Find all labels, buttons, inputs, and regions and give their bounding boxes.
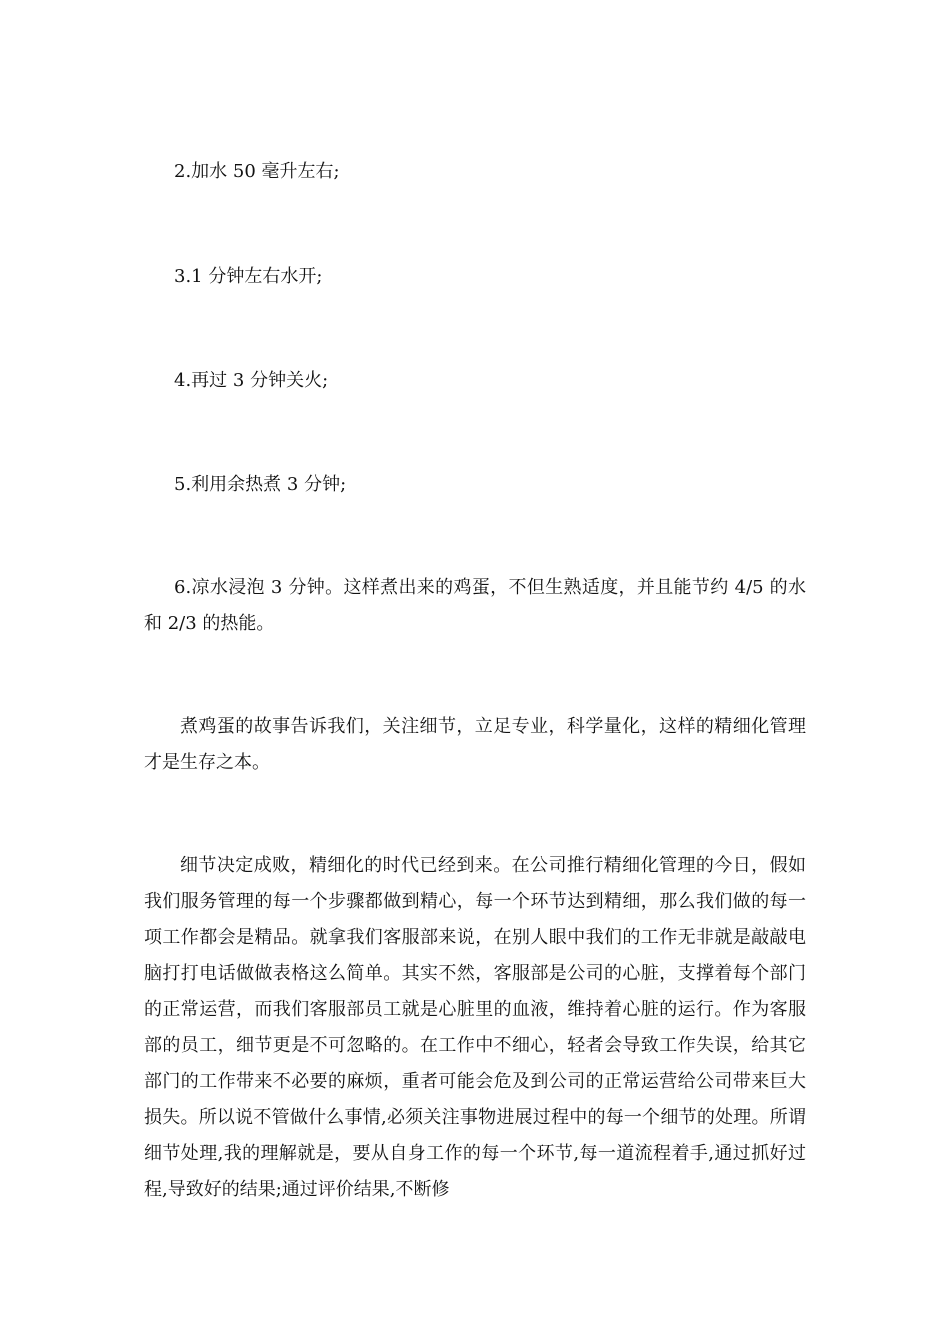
list-item-step-6: 6.凉水浸泡 3 分钟。这样煮出来的鸡蛋，不但生熟适度，并且能节约 4/5 的水和 2/3 的热能。 [144,577,806,634]
paragraph-details-matter: 细节决定成败，精细化的时代已经到来。在公司推行精细化管理的今日，假如我们服务管理的每一个步骤都做到精心，每一个环节达到精细，那么我们做的每一项工作都会是精品。就拿我们客服部来说，在别人眼中我们的工作无非就是敲敲电脑打打电话做做表格这么简单。其实不然，客服部是公司的心脏，支撑着每个部门的正常运营，而我们客服部员工就是心脏里的血液，维持着心脏的运行。作为客服部的员工，细节更是不可忽略的。在工作中不细心，轻者会导致工作失误，给其它部门的工作带来不必要的麻烦，重者可能会危及到公司的正常运营给公司带来巨大损失。所以说不管做什么事情,必须关注事物进展过程中的每一个细节的处理。所谓细节处理,我的理解就是，要从自身工作的每一个环节,每一道流程着手,通过抓好过程,导致好的结果;通过评价结果,不断修 [144,855,806,1200]
list-item-step-5: 5.利用余热煮 3 分钟; [174,474,347,495]
paragraph-conclusion: 煮鸡蛋的故事告诉我们，关注细节，立足专业，科学量化，这样的精细化管理才是生存之本。 [144,716,806,773]
list-item-step-2: 2.加水 50 毫升左右; [174,161,340,182]
list-item-step-3: 3.1 分钟左右水开; [174,266,323,287]
list-item-step-4: 4.再过 3 分钟关火; [174,370,329,391]
